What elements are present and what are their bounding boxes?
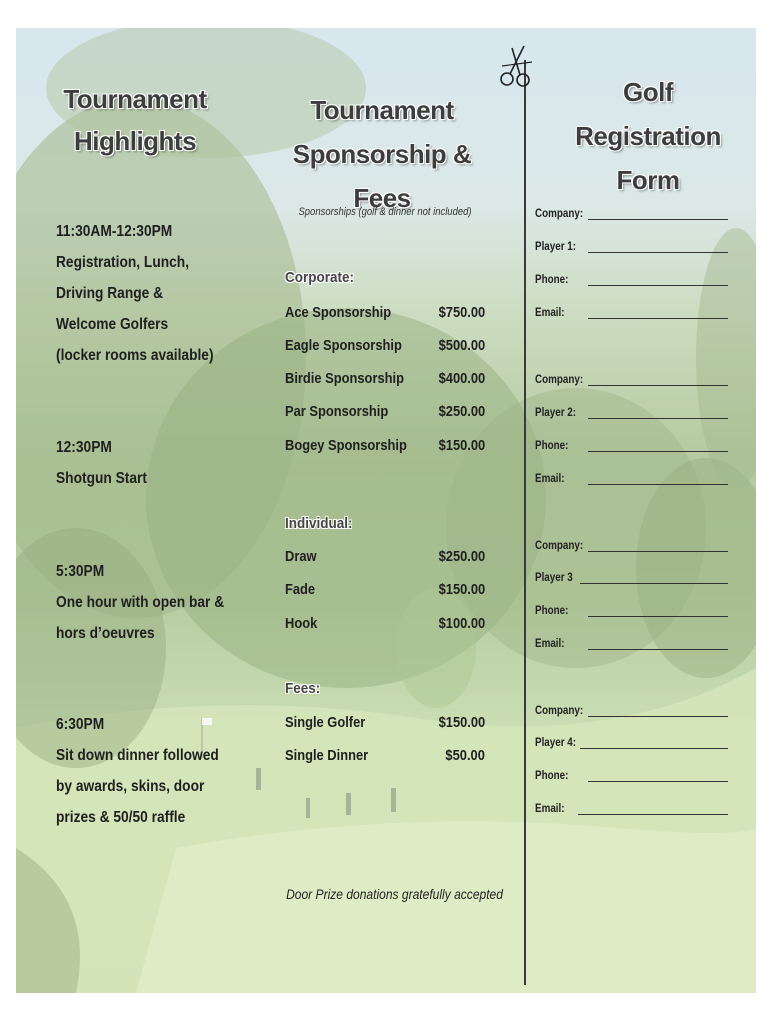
individual-row — [285, 548, 490, 570]
schedule-line: 12:30PM — [56, 439, 112, 456]
phone-field[interactable] — [535, 768, 730, 788]
individual-row — [285, 615, 490, 637]
sponsorship-title-line2: Sponsorship & Fees — [292, 139, 472, 213]
sponsorship-title — [272, 88, 492, 220]
schedule-line: 11:30AM-12:30PM — [56, 223, 173, 240]
company-line[interactable] — [588, 219, 728, 220]
corporate-label: Corporate: — [285, 269, 355, 286]
sponsorship-price: $500.00 — [438, 337, 485, 354]
registration-title-line2: Form — [616, 165, 680, 195]
player-field[interactable] — [535, 735, 730, 755]
phone-field[interactable] — [535, 272, 730, 292]
email-label: Email: — [535, 801, 565, 815]
company-line[interactable] — [588, 716, 728, 717]
schedule-line: Sit down dinner followed — [56, 747, 219, 764]
company-line[interactable] — [588, 385, 728, 386]
schedule-line: 5:30PM — [56, 563, 105, 580]
fee-price: $50.00 — [445, 747, 485, 764]
player-line[interactable] — [588, 418, 728, 419]
phone-line[interactable] — [588, 285, 728, 286]
sponsorship-row — [285, 304, 490, 326]
door-prize-note: Door Prize donations gratefully accepted — [286, 886, 503, 902]
cut-line — [524, 60, 526, 985]
player-label: Player 4: — [535, 735, 577, 749]
fee-row — [285, 714, 490, 736]
sponsorship-name: Birdie Sponsorship — [285, 370, 404, 387]
sponsorship-row — [285, 403, 490, 425]
sponsorship-row — [285, 337, 490, 359]
company-field[interactable] — [535, 206, 730, 226]
schedule-line: (locker rooms available) — [56, 347, 214, 364]
phone-label: Phone: — [535, 768, 569, 782]
phone-label: Phone: — [535, 272, 569, 286]
fee-row — [285, 747, 490, 769]
schedule-line: Welcome Golfers — [56, 316, 169, 333]
individual-label: Individual: — [285, 515, 353, 532]
company-field[interactable] — [535, 703, 730, 723]
registration-title-line1: Golf Registration — [575, 77, 721, 151]
sponsorship-price: $400.00 — [438, 370, 485, 387]
sponsorship-name: Ace Sponsorship — [285, 304, 392, 321]
company-field[interactable] — [535, 372, 730, 392]
sponsorship-price: $150.00 — [438, 437, 485, 454]
individual-row — [285, 581, 490, 603]
highlights-title-line1: Tournament — [63, 84, 207, 114]
sponsorship-row — [285, 370, 490, 392]
player-field[interactable] — [535, 570, 730, 590]
player-line[interactable] — [588, 252, 728, 253]
individual-name: Hook — [285, 615, 318, 632]
phone-field[interactable] — [535, 438, 730, 458]
company-label: Company: — [535, 206, 584, 220]
scissors-icon — [498, 42, 534, 88]
company-label: Company: — [535, 703, 584, 717]
fee-name: Single Golfer — [285, 714, 366, 731]
schedule-item-1130 — [56, 216, 219, 371]
email-field[interactable] — [535, 801, 730, 821]
fees-label: Fees: — [285, 680, 321, 697]
schedule-line: Shotgun Start — [56, 470, 147, 487]
phone-line[interactable] — [588, 781, 728, 782]
email-line[interactable] — [588, 649, 728, 650]
email-field[interactable] — [535, 305, 730, 325]
sponsorship-row — [285, 437, 490, 459]
phone-field[interactable] — [535, 603, 730, 623]
email-label: Email: — [535, 305, 565, 319]
email-line[interactable] — [588, 318, 728, 319]
sponsorship-name: Bogey Sponsorship — [285, 437, 407, 454]
schedule-line: Registration, Lunch, — [56, 254, 190, 271]
company-field[interactable] — [535, 538, 730, 558]
individual-name: Draw — [285, 548, 317, 565]
company-label: Company: — [535, 538, 584, 552]
email-field[interactable] — [535, 636, 730, 656]
sponsorship-price: $750.00 — [438, 304, 485, 321]
email-label: Email: — [535, 636, 565, 650]
company-line[interactable] — [588, 551, 728, 552]
schedule-item-630 — [56, 709, 219, 833]
schedule-line: prizes & 50/50 raffle — [56, 809, 186, 826]
sponsorship-subtitle: Sponsorships (golf & dinner not included) — [298, 206, 472, 218]
email-field[interactable] — [535, 471, 730, 491]
sponsorship-name: Eagle Sponsorship — [285, 337, 402, 354]
schedule-item-530 — [56, 556, 225, 649]
sponsorship-title-line1: Tournament — [310, 95, 454, 125]
player-field[interactable] — [535, 239, 730, 259]
schedule-line: 6:30PM — [56, 716, 105, 733]
player-label: Player 3 — [535, 570, 573, 584]
sponsorship-price: $250.00 — [438, 403, 485, 420]
fee-name: Single Dinner — [285, 747, 369, 764]
player-line[interactable] — [580, 748, 728, 749]
phone-line[interactable] — [588, 451, 728, 452]
highlights-title — [40, 78, 230, 162]
sponsorship-name: Par Sponsorship — [285, 403, 389, 420]
individual-price: $150.00 — [438, 581, 485, 598]
company-label: Company: — [535, 372, 584, 386]
phone-label: Phone: — [535, 438, 569, 452]
player-label: Player 2: — [535, 405, 577, 419]
schedule-item-1230 — [56, 432, 219, 494]
email-label: Email: — [535, 471, 565, 485]
phone-label: Phone: — [535, 603, 569, 617]
highlights-title-line2: Highlights — [73, 126, 197, 156]
player-field[interactable] — [535, 405, 730, 425]
individual-name: Fade — [285, 581, 316, 598]
schedule-line: by awards, skins, door — [56, 778, 205, 795]
schedule-line: One hour with open bar & — [56, 594, 225, 611]
registration-title — [548, 70, 748, 202]
schedule-line: Driving Range & — [56, 285, 164, 302]
schedule-line: hors d’oeuvres — [56, 625, 155, 642]
player-label: Player 1: — [535, 239, 577, 253]
player-line[interactable] — [580, 583, 728, 584]
email-line[interactable] — [578, 814, 728, 815]
fee-price: $150.00 — [438, 714, 485, 731]
phone-line[interactable] — [588, 616, 728, 617]
individual-price: $250.00 — [438, 548, 485, 565]
individual-price: $100.00 — [438, 615, 485, 632]
email-line[interactable] — [588, 484, 728, 485]
